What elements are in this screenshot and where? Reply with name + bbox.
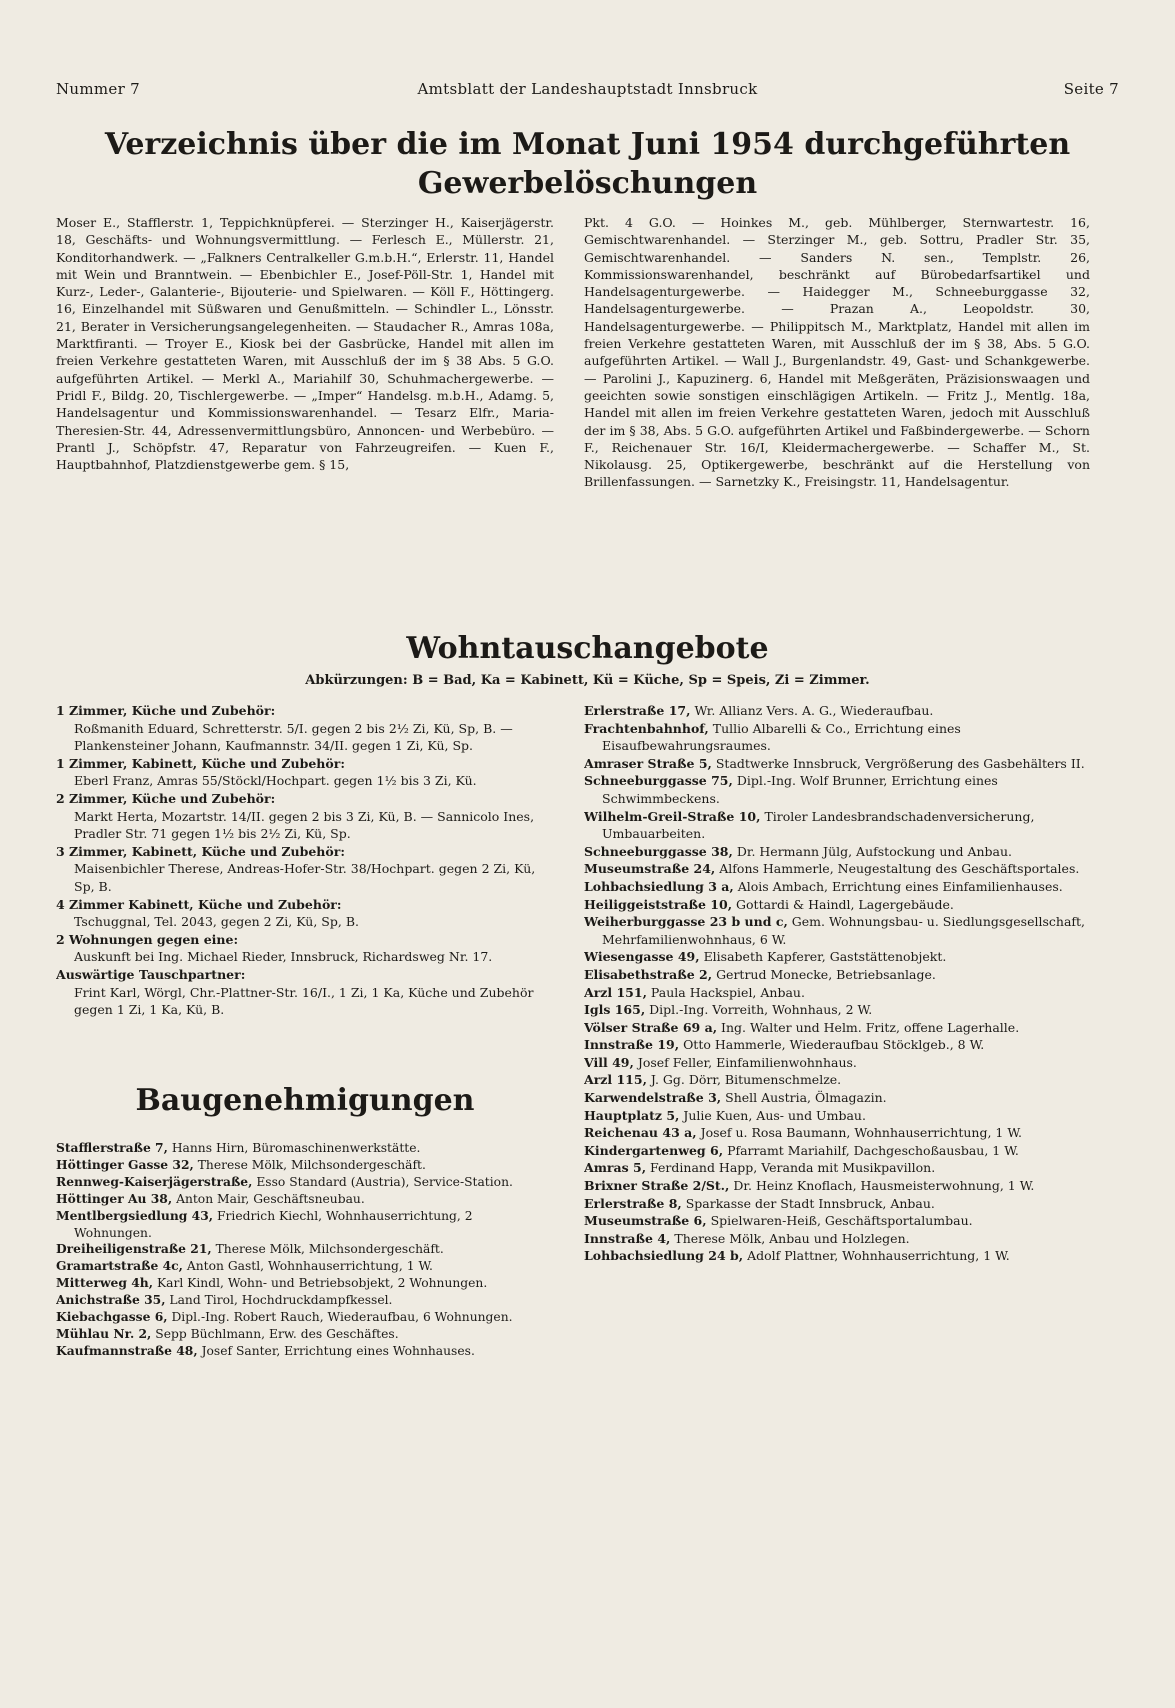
wohntausch-text: Frint Karl, Wörgl, Chr.-Plattner-Str. 16/I., 1 Zi, 1 Ka, Küche und Zubehör gegen 1 Zi, 1 Ka, Kü, B.	[74, 984, 534, 1018]
bau-detail: Therese Mölk, Milchsondergeschäft.	[197, 1157, 426, 1172]
bau-entry	[56, 1309, 554, 1326]
bau-detail: Dipl.-Ing. Robert Rauch, Wiederaufbau, 6 Wohnungen.	[171, 1310, 513, 1325]
bau-entry	[584, 843, 1090, 861]
wohntausch-item	[56, 702, 554, 755]
bau-entry	[56, 1326, 554, 1343]
bau-detail: Ferdinand Happ, Veranda mit Musikpavillon.	[650, 1160, 936, 1176]
bau-entry	[584, 1001, 1090, 1019]
bau-address: Lohbachsiedlung 3 a,	[584, 878, 734, 894]
bau-detail: Dipl.-Ing. Vorreith, Wohnhaus, 2 W.	[649, 1002, 873, 1018]
bau-address: Weiherburggasse 23 b und c,	[584, 914, 788, 930]
bau-entry	[584, 1142, 1090, 1160]
bau-detail: Sepp Büchlmann, Erw. des Geschäftes.	[155, 1326, 399, 1341]
page-header	[56, 80, 1119, 102]
wohntausch-item	[56, 790, 554, 843]
wohntausch-title: Wohntauschangebote	[406, 631, 769, 666]
bau-detail: Spielwaren-Heiß, Geschäftsportalumbau.	[710, 1213, 973, 1229]
abbreviations-line: Abkürzungen: B = Bad, Ka = Kabinett, Kü = Küche, Sp = Speis, Zi = Zimmer.	[305, 673, 870, 688]
bau-detail: Josef u. Rosa Baumann, Wohnhauserrichtung, 1 W.	[700, 1125, 1022, 1141]
bau-entry	[584, 984, 1090, 1002]
bau-entry	[584, 1212, 1090, 1230]
bau-address: Frachtenbahnhof,	[584, 720, 709, 736]
bau-address: Mentlbergsiedlung 43,	[56, 1207, 214, 1223]
bau-entry	[584, 1071, 1090, 1089]
bau-detail: Tiroler Landesbrandschadenversicherung, Umbauarbeiten.	[602, 808, 1035, 842]
bau-address: Erlerstraße 17,	[584, 703, 691, 718]
wohntausch-heading: 1 Zimmer, Küche und Zubehör:	[56, 703, 276, 718]
page-number: Seite 7	[1063, 80, 1119, 98]
bau-entry	[584, 966, 1090, 984]
wohntausch-text: Maisenbichler Therese, Andreas-Hofer-Str. 38/Hochpart. gegen 2 Zi, Kü, Sp, B.	[74, 861, 536, 894]
wohntausch-heading: 2 Wohnungen gegen eine:	[56, 931, 239, 947]
wohntausch-text: Roßmanith Eduard, Schretterstr. 5/I. gegen 2 bis 2½ Zi, Kü, Sp, B. — Plankensteiner Johann, Kaufmannstr. 34/II. gegen 1 Zi, Kü, Sp.	[74, 720, 513, 754]
issue-number: Nummer 7	[56, 80, 140, 98]
bau-address: Elisabethstraße 2,	[584, 966, 713, 982]
bau-entry	[584, 1036, 1090, 1054]
wohntausch-text: Markt Herta, Mozartstr. 14/II. gegen 2 bis 3 Zi, Kü, B. — Sannicolo Ines, Pradler Str. 71 gegen 1½ bis 2½ Zi, Kü, Sp.	[74, 808, 535, 842]
bau-detail: Ing. Walter und Helm. Fritz, offene Lagerhalle.	[721, 1019, 1020, 1035]
bau-entry	[56, 1275, 554, 1292]
wohntausch-item	[56, 896, 554, 931]
bau-entry	[56, 1191, 554, 1208]
wohntausch-item	[56, 755, 554, 790]
bau-entry	[584, 755, 1090, 773]
bau-detail: Shell Austria, Ölmagazin.	[725, 1090, 887, 1106]
bau-detail: Pfarramt Mariahilf, Dachgeschoßausbau, 1 W.	[727, 1142, 1019, 1158]
bau-address: Museumstraße 24,	[584, 861, 716, 877]
bau-address: Schneeburggasse 38,	[584, 843, 733, 859]
bau-detail: Stadtwerke Innsbruck, Vergrößerung des Gasbehälters II.	[715, 755, 1085, 771]
loeschungen-right-column	[584, 214, 1090, 634]
bau-detail: Land Tirol, Hochdruckdampfkessel.	[169, 1293, 393, 1308]
bau-address: Wilhelm-Greil-Straße 10,	[584, 808, 761, 824]
bau-entry	[584, 720, 1090, 755]
bau-address: Museumstraße 6,	[584, 1213, 707, 1229]
bau-address: Igls 165,	[584, 1002, 646, 1018]
publication-name: Amtsblatt der Landeshauptstadt Innsbruck	[417, 80, 758, 98]
bau-address: Mitterweg 4h,	[56, 1275, 154, 1291]
bau-left-list	[56, 1140, 554, 1680]
bau-entry	[584, 702, 1090, 720]
loeschungen-left-text: Moser E., Stafflerstr. 1, Teppichknüpferei. — Sterzinger H., Kaiserjägerstr. 18, Geschäfts- und Wohnungsvermittlung. — Ferlesch E., Müllerstr. 21, Konditorhandwerk. — „Falkners Centralkeller G.m.b.H.“, Erlerstr. 11, Handel mit Wein und Branntwein. — Ebenbichler E., Josef-Pöll-Str. 1, Handel mit Kurz-, Leder-, Galanterie-, Bijouterie- und Spielwaren. — Köll F., Höttingerg. 16, Einzelhandel mit Süßwaren und Genußmitteln. — Schindler L., Lönsstr. 21, Berater in Versicherungsangelegenheiten. — Staudacher R., Amras 108a, Marktfiranti. — Troyer E., Kiosk bei der Gasbrücke, Handel mit allen im freien Verkehre gestatteten Waren, mit Ausschluß der im § 38 Abs. 5 G.O. aufgeführten Artikel. — Merkl A., Mariahilf 30, Schuhmachergewerbe. — Pridl F., Bildg. 20, Tischlergewerbe. — „Imper“ Handelsg. m.b.H., Adamg. 5, Handelsagentur und Kommissionswarenhandel. — Tesarz Elfr., Maria-Theresien-Str. 44, Adressenvermittlungsbüro, Annoncen- und Werbebüro. — Prantl J., Schöpfstr. 47, Reparatur von Fahrzeugreifen. — Kuen F., Hauptbahnhof, Platzdienstgewerbe gem. § 15,	[56, 215, 554, 473]
wohntausch-heading: 3 Zimmer, Kabinett, Küche und Zubehör:	[56, 843, 345, 859]
bau-detail: Gem. Wohnungsbau- u. Siedlungsgesellschaft, Mehrfamilienwohnhaus, 6 W.	[602, 914, 1086, 947]
wohntausch-text: Tschuggnal, Tel. 2043, gegen 2 Zi, Kü, Sp, B.	[74, 914, 359, 930]
bau-address: Lohbachsiedlung 24 b,	[584, 1248, 744, 1264]
bau-detail: Dipl.-Ing. Wolf Brunner, Errichtung eines Schwimmbeckens.	[602, 773, 998, 806]
bau-address: Brixner Straße 2/St.,	[584, 1178, 730, 1194]
bau-entry	[584, 1054, 1090, 1072]
bau-entry	[56, 1140, 554, 1157]
bau-detail: Alfons Hammerle, Neugestaltung des Geschäftsportales.	[719, 861, 1080, 877]
bau-entry	[584, 1159, 1090, 1177]
bau-address: Amraser Straße 5,	[584, 755, 712, 771]
wohntausch-item	[56, 966, 554, 1019]
bau-detail: Dr. Heinz Knoflach, Hausmeisterwohnung, 1 W.	[733, 1178, 1035, 1194]
bau-detail: Anton Mair, Geschäftsneubau.	[176, 1191, 365, 1206]
wohntausch-text: Auskunft bei Ing. Michael Rieder, Innsbruck, Richardsweg Nr. 17.	[74, 949, 493, 965]
bau-address: Gramartstraße 4c,	[56, 1258, 183, 1274]
bau-address: Innstraße 4,	[584, 1230, 671, 1246]
bau-detail: J. Gg. Dörr, Bitumenschmelze.	[650, 1072, 842, 1088]
bau-entry	[584, 860, 1090, 878]
bau-entry	[584, 1195, 1090, 1213]
bau-detail: Josef Santer, Errichtung eines Wohnhauses.	[201, 1343, 475, 1358]
bau-entry	[584, 896, 1090, 914]
bau-address: Erlerstraße 8,	[584, 1195, 682, 1211]
bau-address: Schneeburggasse 75,	[584, 773, 733, 789]
bau-detail: Elisabeth Kapferer, Gaststättenobjekt.	[703, 949, 947, 965]
bau-detail: Adolf Plattner, Wohnhauserrichtung, 1 W.	[747, 1248, 1010, 1264]
wohntausch-heading: 2 Zimmer, Küche und Zubehör:	[56, 790, 276, 806]
bau-detail: Therese Mölk, Anbau und Holzlegen.	[674, 1230, 910, 1246]
bau-detail: Esso Standard (Austria), Service-Station.	[256, 1174, 513, 1189]
bau-address: Amras 5,	[584, 1160, 647, 1176]
bau-right-list	[584, 702, 1090, 1682]
bau-address: Kiebachgasse 6,	[56, 1309, 168, 1325]
bau-detail: Gertrud Monecke, Betriebsanlage.	[716, 966, 936, 982]
bau-detail: Wr. Allianz Vers. A. G., Wiederaufbau.	[694, 703, 934, 718]
bau-address: Karwendelstraße 3,	[584, 1090, 722, 1106]
bau-detail: Josef Feller, Einfamilienwohnhaus.	[637, 1054, 857, 1070]
bau-address: Arzl 115,	[584, 1072, 647, 1088]
bau-entry	[584, 1019, 1090, 1037]
page-title-line1: Verzeichnis über die im Monat Juni 1954 durchgeführten	[104, 127, 1071, 162]
bau-detail: Julie Kuen, Aus- und Umbau.	[683, 1107, 866, 1123]
bau-entry	[584, 878, 1090, 896]
wohntausch-heading: Auswärtige Tauschpartner:	[56, 966, 246, 982]
bau-detail: Otto Hammerle, Wiederaufbau Stöcklgeb., 8 W.	[683, 1037, 985, 1053]
bau-entry	[584, 948, 1090, 966]
loeschungen-left-column	[56, 214, 554, 634]
bau-entry	[584, 1230, 1090, 1248]
bau-entry	[584, 1247, 1090, 1265]
bau-address: Kindergartenweg 6,	[584, 1142, 724, 1158]
bau-entry	[584, 913, 1090, 948]
bau-address: Mühlau Nr. 2,	[56, 1325, 152, 1341]
bau-address: Stafflerstraße 7,	[56, 1140, 168, 1155]
bau-detail: Paula Hackspiel, Anbau.	[650, 984, 805, 1000]
bau-entry	[584, 1107, 1090, 1125]
baugenehmigungen-title: Baugenehmigungen	[135, 1083, 475, 1118]
bau-entry	[56, 1241, 554, 1258]
bau-detail: Karl Kindl, Wohn- und Betriebsobjekt, 2 Wohnungen.	[156, 1276, 488, 1291]
bau-entry	[584, 808, 1090, 843]
bau-detail: Dr. Hermann Jülg, Aufstockung und Anbau.	[736, 843, 1013, 859]
bau-address: Völser Straße 69 a,	[584, 1019, 718, 1035]
loeschungen-right-text: Pkt. 4 G.O. — Hoinkes M., geb. Mühlberger, Sternwartestr. 16, Gemischtwarenhandel. — Sterzinger M., geb. Sottru, Pradler Str. 35, Gemischtwarenhandel. — Sanders N. sen., Templstr. 26, Kommissionswarenhandel, beschränkt auf Bürobedarfsartikel und Handelsagenturgewerbe. — Haidegger M., Schneeburggasse 32, Handelsagenturgewerbe. — Prazan A., Leopoldstr. 30, Handelsagenturgewerbe. — Philippitsch M., Marktplatz, Handel mit allen im freien Verkehre gestatteten Waren, mit Ausschluß der im § 38, Abs. 5 G.O. aufgeführten Artikel. — Wall J., Burgenlandstr. 49, Gast- und Schankgewerbe. — Parolini J., Kapuzinerg. 6, Handel mit Meßgeräten, Präzisionswaagen und geeichten sowie sonstigen einschlägigen Artikeln. — Fritz J., Mentlg. 18a, Handel mit allen im freien Verkehre gestatteten Waren, jedoch mit Ausschluß der im § 38, Abs. 5 G.O. aufgeführten Artikel und Faßbindergewerbe. — Schorn F., Reichenauer Str. 16/I, Kleidermachergewerbe. — Schaffer M., St. Nikolausg. 25, Optikergewerbe, beschränkt auf die Herstellung von Brillenfassungen. — Sarnetzky K., Freisingstr. 11, Handelsagentur.	[584, 215, 1090, 490]
bau-entry	[56, 1208, 554, 1242]
bau-address: Dreiheiligenstraße 21,	[56, 1241, 212, 1257]
bau-detail: Sparkasse der Stadt Innsbruck, Anbau.	[685, 1195, 935, 1211]
bau-entry	[56, 1292, 554, 1309]
wohntausch-heading: 4 Zimmer Kabinett, Küche und Zubehör:	[56, 896, 342, 912]
bau-address: Höttinger Gasse 32,	[56, 1156, 194, 1172]
wohntausch-heading: 1 Zimmer, Kabinett, Küche und Zubehör:	[56, 755, 345, 771]
bau-address: Heiliggeiststraße 10,	[584, 896, 733, 912]
bau-entry	[584, 1177, 1090, 1195]
bau-detail: Hanns Hirn, Büromaschinenwerkstätte.	[171, 1141, 421, 1155]
bau-entry	[56, 1157, 554, 1174]
bau-address: Rennweg-Kaiserjägerstraße,	[56, 1173, 253, 1189]
wohntausch-item	[56, 931, 554, 966]
bau-address: Höttinger Au 38,	[56, 1190, 173, 1206]
bau-entry	[584, 1124, 1090, 1142]
bau-entry	[56, 1258, 554, 1275]
bau-detail: Friedrich Kiechl, Wohnhauserrichtung, 2 Wohnungen.	[74, 1208, 473, 1240]
bau-detail: Gottardi & Haindl, Lagergebäude.	[736, 896, 954, 912]
bau-address: Anichstraße 35,	[56, 1292, 166, 1308]
wohntausch-list	[56, 702, 554, 1072]
bau-address: Innstraße 19,	[584, 1037, 680, 1053]
bau-entry	[584, 772, 1090, 807]
bau-entry	[56, 1343, 554, 1360]
page-title-line2: Gewerbelöschungen	[417, 166, 758, 201]
bau-detail: Anton Gastl, Wohnhauserrichtung, 1 W.	[186, 1259, 433, 1274]
bau-detail: Alois Ambach, Errichtung eines Einfamilienhauses.	[737, 878, 1063, 894]
bau-address: Kaufmannstraße 48,	[56, 1342, 198, 1358]
bau-address: Hauptplatz 5,	[584, 1107, 680, 1123]
bau-address: Arzl 151,	[584, 984, 647, 1000]
bau-detail: Tullio Albarelli & Co., Errichtung eines Eisaufbewahrungsraumes.	[602, 720, 961, 754]
wohntausch-text: Eberl Franz, Amras 55/Stöckl/Hochpart. gegen 1½ bis 3 Zi, Kü.	[74, 773, 477, 789]
bau-entry	[584, 1089, 1090, 1107]
wohntausch-item	[56, 843, 554, 896]
bau-address: Wiesengasse 49,	[584, 949, 700, 965]
bau-address: Vill 49,	[584, 1054, 634, 1070]
bau-entry	[56, 1174, 554, 1191]
bau-detail: Therese Mölk, Milchsondergeschäft.	[215, 1242, 444, 1257]
bau-address: Reichenau 43 a,	[584, 1125, 697, 1141]
